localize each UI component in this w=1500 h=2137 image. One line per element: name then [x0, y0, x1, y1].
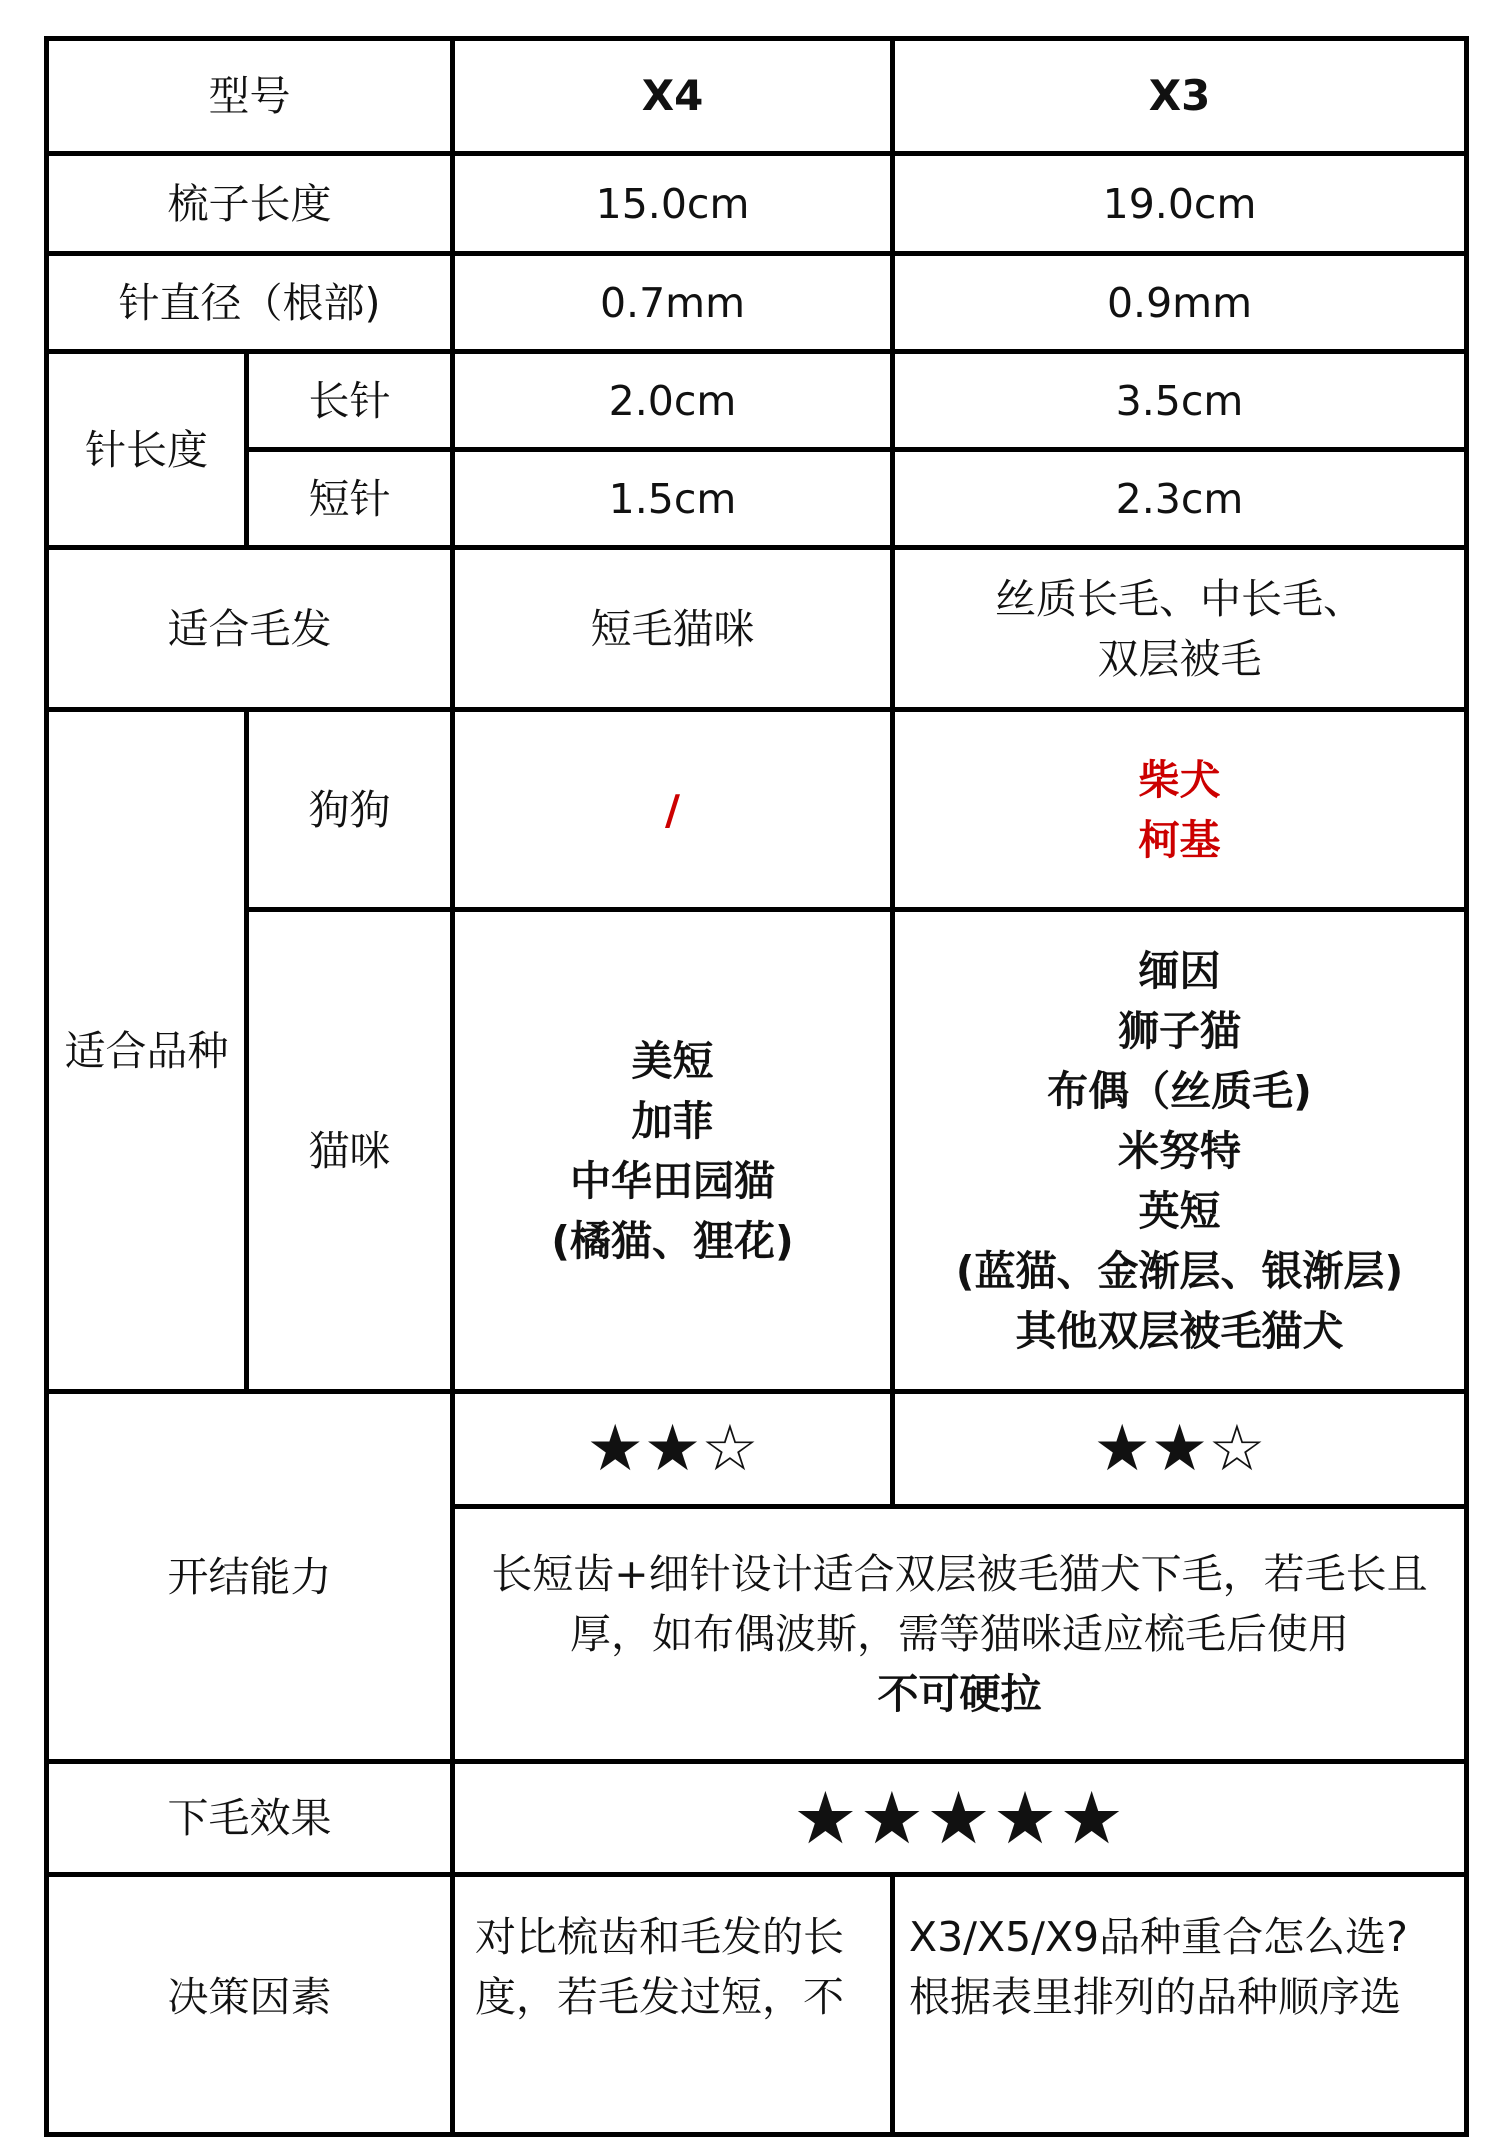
detangle-rating-x3: ★★☆ [893, 1392, 1467, 1507]
dog-breed: 柴犬 [1138, 755, 1221, 804]
long-needle-label: 长针 [247, 352, 453, 450]
cat-x3 [893, 910, 1467, 1392]
model-x4: X4 [453, 39, 893, 154]
suitable-hair-x4: 短毛猫咪 [453, 548, 893, 710]
comb-length-x3: 19.0cm [893, 154, 1467, 254]
decision-x4-line: 度，若毛发过短，不 [475, 1973, 844, 2021]
detangle-note-line: 长短齿+细针设计适合双层被毛猫犬下毛，若毛长且 [491, 1550, 1428, 1598]
dog-x3 [893, 710, 1467, 910]
detangle-label: 开结能力 [47, 1392, 453, 1762]
detangle-stars-row [47, 1392, 1467, 1507]
short-needle-x4: 1.5cm [453, 450, 893, 548]
cat-breed: 中华田园猫 [570, 1156, 775, 1205]
cat-breed: 缅因 [1138, 946, 1221, 995]
cat-breed: 其他双层被毛猫犬 [1015, 1306, 1344, 1355]
cat-breed: 加菲 [631, 1096, 714, 1145]
decision-x3-line: 根据表里排列的品种顺序选 [909, 1973, 1401, 2021]
detangle-note [453, 1507, 1467, 1762]
cat-breed: (橘猫、狸花) [551, 1216, 794, 1265]
decision-row [47, 1875, 1467, 2135]
long-needle-x4: 2.0cm [453, 352, 893, 450]
long-needle-row [47, 352, 1467, 450]
model-x3: X3 [893, 39, 1467, 154]
suitable-hair-x3 [893, 548, 1467, 710]
suitable-hair-row [47, 548, 1467, 710]
comparison-table [44, 36, 1469, 2137]
header-row [47, 39, 1467, 154]
decision-x3-line: X3/X5/X9品种重合怎么选? [909, 1913, 1408, 1961]
cat-breed: 米努特 [1118, 1126, 1241, 1175]
short-needle-row [47, 450, 1467, 548]
detangle-note-line: 厚，如布偶波斯，需等猫咪适应梳毛后使用 [570, 1610, 1349, 1658]
cat-breed: (蓝猫、金渐层、银渐层) [955, 1246, 1404, 1295]
short-needle-label: 短针 [247, 450, 453, 548]
deshedding-row [47, 1762, 1467, 1875]
cat-x4 [453, 910, 893, 1392]
comb-length-label: 梳子长度 [47, 154, 453, 254]
suitable-hair-label: 适合毛发 [47, 548, 453, 710]
long-needle-x3: 3.5cm [893, 352, 1467, 450]
needle-diameter-x3: 0.9mm [893, 254, 1467, 352]
decision-label: 决策因素 [47, 1875, 453, 2135]
cat-breed: 布偶（丝质毛) [1047, 1066, 1312, 1115]
decision-x3 [893, 1875, 1467, 2135]
dog-breed: 柯基 [1138, 815, 1221, 864]
cat-row [47, 910, 1467, 1392]
suitable-hair-x3-line: 双层被毛 [1097, 634, 1262, 683]
needle-diameter-x4: 0.7mm [453, 254, 893, 352]
short-needle-x3: 2.3cm [893, 450, 1467, 548]
needle-diameter-label: 针直径（根部) [47, 254, 453, 352]
needle-length-label: 针长度 [47, 352, 247, 548]
dog-x4: / [453, 710, 893, 910]
dog-row [47, 710, 1467, 910]
suitable-breeds-label: 适合品种 [47, 710, 247, 1392]
decision-x4-line: 对比梳齿和毛发的长 [475, 1913, 844, 1961]
cat-label: 猫咪 [247, 910, 453, 1392]
comb-length-x4: 15.0cm [453, 154, 893, 254]
deshedding-label: 下毛效果 [47, 1762, 453, 1875]
deshedding-rating: ★★★★★ [453, 1762, 1467, 1875]
detangle-warning: 不可硬拉 [877, 1670, 1042, 1718]
cat-breed: 美短 [631, 1036, 714, 1085]
decision-x4 [453, 1875, 893, 2135]
comb-length-row [47, 154, 1467, 254]
suitable-hair-x3-line: 丝质长毛、中长毛、 [995, 574, 1364, 623]
dog-label: 狗狗 [247, 710, 453, 910]
cat-breed: 狮子猫 [1118, 1006, 1241, 1055]
detangle-rating-x4: ★★☆ [453, 1392, 893, 1507]
needle-diameter-row [47, 254, 1467, 352]
cat-breed: 英短 [1138, 1186, 1221, 1235]
model-label: 型号 [47, 39, 453, 154]
